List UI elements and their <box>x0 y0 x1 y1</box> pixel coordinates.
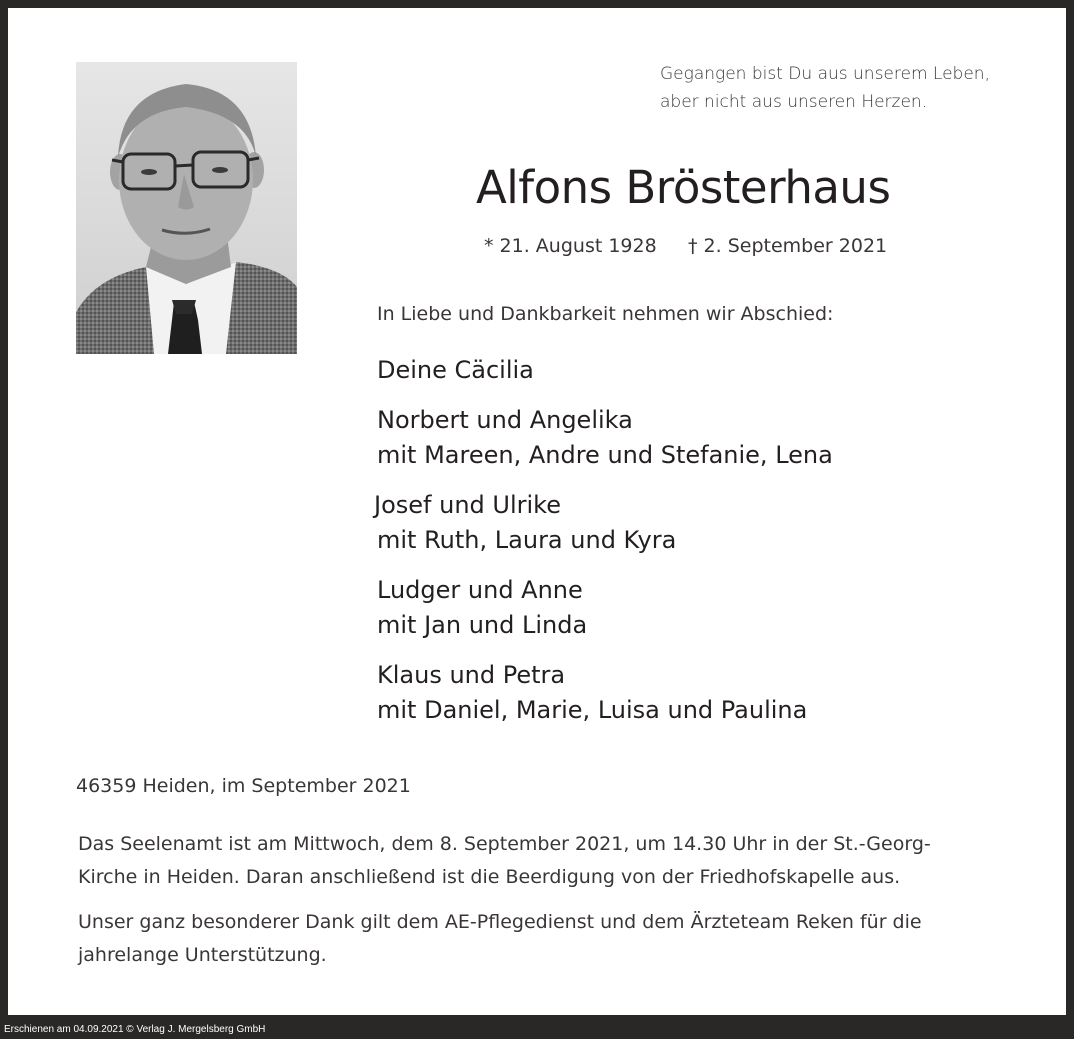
quote-line-2: aber nicht aus unseren Herzen. <box>660 92 928 112</box>
thanks-notice <box>78 906 978 972</box>
thanks-line-2: jahrelange Unterstützung. <box>78 944 327 966</box>
deceased-name: Alfons Brösterhaus <box>476 161 891 214</box>
mourner-line: Norbert und Angelika <box>377 406 633 434</box>
birth-date: * 21. August 1928 <box>484 235 657 257</box>
portrait-photo <box>76 62 297 354</box>
thanks-line-1: Unser ganz besonderer Dank gilt dem AE-Pflegedienst und dem Ärzteteam Reken für die <box>78 911 922 933</box>
mourner-line: Deine Cäcilia <box>377 356 534 384</box>
mourner-group <box>377 353 1017 388</box>
service-line-2: Kirche in Heiden. Daran anschließend ist die Beerdigung von der Friedhofskapelle aus. <box>78 866 901 888</box>
mourner-group <box>377 403 1017 473</box>
service-notice <box>78 828 978 894</box>
publication-footer: Erschienen am 04.09.2021 © Verlag J. Mergelsberg GmbH <box>4 1024 266 1035</box>
mourner-line: mit Ruth, Laura und Kyra <box>377 526 677 554</box>
mourner-line: mit Mareen, Andre und Stefanie, Lena <box>377 441 833 469</box>
mourner-line: Klaus und Petra <box>377 661 566 689</box>
quote-line-1: Gegangen bist Du aus unserem Leben, <box>660 64 990 84</box>
place-date: 46359 Heiden, im September 2021 <box>76 775 411 797</box>
mourner-group <box>377 658 1017 728</box>
mourner-line: Josef und Ulrike <box>374 491 561 519</box>
mourner-group <box>374 488 1017 558</box>
quote <box>660 60 1040 116</box>
farewell-intro: In Liebe und Dankbarkeit nehmen wir Abschied: <box>377 303 834 325</box>
service-line-1: Das Seelenamt ist am Mittwoch, dem 8. September 2021, um 14.30 Uhr in der St.-Georg- <box>78 833 931 855</box>
mourner-line: Ludger und Anne <box>377 576 583 604</box>
mourner-line: mit Jan und Linda <box>377 611 588 639</box>
mourner-line: mit Daniel, Marie, Luisa und Paulina <box>377 696 808 724</box>
mourners-list <box>374 353 1017 728</box>
mourner-group <box>377 573 1017 643</box>
portrait-image <box>76 62 297 354</box>
death-date: † 2. September 2021 <box>688 235 888 257</box>
